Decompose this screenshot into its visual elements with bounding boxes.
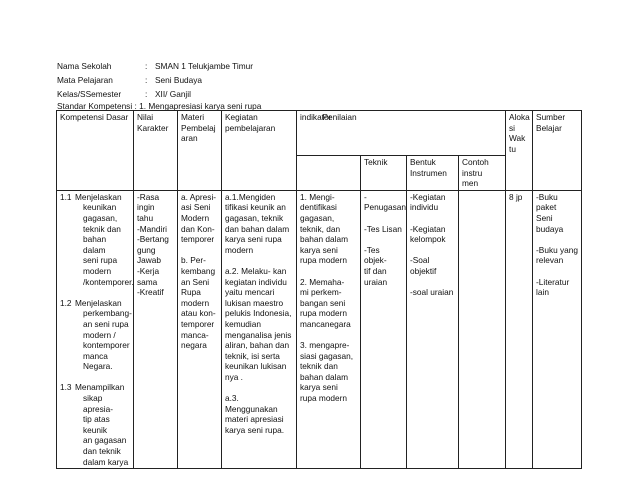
standar-kompetensi: Standar Kompetensi : 1. Mengapresiasi karya seni rupa <box>57 101 262 111</box>
spacer <box>410 245 455 256</box>
kd-line <box>60 319 130 330</box>
cell-line: ingin <box>137 202 155 213</box>
kd-line <box>60 340 130 351</box>
cell-line: rupa modern <box>300 393 348 404</box>
kd-text: sikap apresia- <box>83 393 113 414</box>
cell-line: objektif <box>410 265 437 276</box>
kd-number <box>60 234 75 255</box>
spacer <box>60 372 130 383</box>
cell-line: Instrumen <box>410 167 447 178</box>
kd-number <box>60 224 75 235</box>
cell-line: Pembelaj <box>181 122 216 133</box>
kd-line <box>60 351 130 372</box>
cell-line: men <box>462 178 479 189</box>
spacer <box>60 287 130 298</box>
info-separator: : <box>145 89 148 99</box>
cell-line: mancanegara <box>300 318 351 329</box>
cell-line: lukisan maestro <box>225 297 284 308</box>
spacer <box>536 266 578 277</box>
header-indikator: indikator <box>297 111 361 156</box>
kd-text: perkembang- <box>83 308 132 319</box>
kd-line <box>60 234 130 255</box>
cell-line: tahu <box>137 212 154 223</box>
cell-line: Karakter <box>137 122 169 133</box>
cell-line: uraian <box>364 276 388 287</box>
cell-line: temporer <box>181 234 215 245</box>
cell-line: Modern <box>181 212 210 223</box>
cell-materi <box>178 190 222 468</box>
cell-teknik <box>361 190 407 468</box>
cell-line: relevan <box>536 255 564 266</box>
kd-text: gagasan, <box>83 212 118 223</box>
info-value: Seni Budaya <box>155 75 203 85</box>
info-value: SMAN 1 Telukjambe Timur <box>155 61 254 71</box>
cell-line: -Bertang <box>137 234 169 245</box>
cell-line: -Kerja <box>137 265 160 276</box>
spacer <box>300 330 357 341</box>
cell-line: manca- <box>181 329 209 340</box>
cell-kompetensi-dasar <box>57 190 134 468</box>
cell-line: 2. Memaha- <box>300 276 345 287</box>
kd-line <box>60 213 130 224</box>
cell-line: 1. Mengi- <box>300 191 335 202</box>
cell-sumber <box>533 190 582 468</box>
cell-line: atau kon- <box>181 308 216 319</box>
info-row <box>57 59 253 73</box>
cell-line: yaitu mencari <box>225 287 275 298</box>
kd-text: tip atas keunik <box>83 414 110 435</box>
cell-bentuk <box>407 190 459 468</box>
cell-line: menganalisa jenis <box>225 329 292 340</box>
cell-line: -Kegiatan <box>410 223 446 234</box>
cell-line: aran <box>181 133 198 144</box>
kd-number <box>60 330 75 341</box>
cell-line: Rupa <box>181 287 201 298</box>
cell-line: nya . <box>225 371 243 382</box>
cell-line: materi apresiasi <box>225 414 284 425</box>
header-contoh <box>459 156 506 191</box>
cell-line: karya seni rupa <box>225 234 282 245</box>
cell-line: an Seni <box>181 276 210 287</box>
header-row-1 <box>57 111 582 156</box>
header-alokasi <box>506 111 533 191</box>
cell-contoh <box>459 190 506 468</box>
kd-text: Menjelaskan <box>75 191 122 202</box>
spacer <box>410 277 455 288</box>
header-materi <box>178 111 222 191</box>
cell-line: kembang <box>181 265 216 276</box>
kd-number: 1.3 <box>60 382 72 393</box>
cell-line: karya seni <box>300 382 338 393</box>
spacer <box>225 255 293 266</box>
cell-line: a.1.Mengiden <box>225 191 276 202</box>
info-label: Nama Sekolah <box>57 61 112 71</box>
kd-number <box>60 351 75 372</box>
kd-text: bahan dalam <box>83 234 107 255</box>
cell-line: Nilai <box>137 112 154 122</box>
content-row <box>57 190 582 468</box>
cell-line: tif dan <box>364 265 387 276</box>
cell-line: dentifikasi <box>300 202 337 213</box>
kd-line <box>60 330 130 341</box>
cell-indikator <box>297 190 361 468</box>
cell-line: bahan dalam <box>300 371 348 382</box>
cell-line: negara <box>181 340 207 351</box>
cell-line: pembelajaran <box>225 122 276 133</box>
cell-line: mi perkem- <box>300 287 342 298</box>
cell-line: a. Apresi- <box>181 191 217 202</box>
cell-line: asi Seni <box>181 202 211 213</box>
cell-kegiatan <box>222 190 297 468</box>
kd-text: Menampilkan <box>75 382 125 393</box>
document-info <box>57 59 253 101</box>
cell-line: -Buku <box>536 191 558 202</box>
cell-line: individu <box>410 202 439 213</box>
cell-line: Contoh <box>462 157 489 167</box>
kd-number <box>60 393 75 414</box>
kd-number <box>60 435 75 446</box>
info-row <box>57 73 253 87</box>
cell-line: -Penugasan <box>364 191 406 213</box>
cell-line: bangan seni <box>300 297 346 308</box>
kd-line <box>60 414 130 435</box>
cell-line: sama <box>137 276 158 287</box>
cell-line: Belajar <box>536 122 562 133</box>
cell-line: b. Per- <box>181 255 206 266</box>
cell-line: -Soal <box>410 255 430 266</box>
cell-line: temporer <box>181 318 215 329</box>
cell-line: modern <box>225 244 254 255</box>
cell-line: -Tes Lisan <box>364 223 402 234</box>
cell-line: karya seni rupa. <box>225 424 285 435</box>
kd-line <box>60 202 130 213</box>
kd-line <box>60 192 130 203</box>
cell-line: -Mandiri <box>137 223 167 234</box>
cell-line: Seni <box>536 212 553 223</box>
cell-line: -Kegiatan <box>410 191 446 202</box>
spacer <box>364 213 403 224</box>
kd-line <box>60 308 130 319</box>
cell-line: karya seni <box>300 244 338 255</box>
cell-alokasi: 8 jp <box>506 190 533 468</box>
cell-line: si <box>509 122 516 133</box>
cell-line: -Literatur <box>536 276 570 287</box>
cell-line: paket <box>536 202 557 213</box>
header-kompetensi-dasar: Kompetensi Dasar <box>57 111 134 191</box>
kd-number <box>60 255 75 266</box>
header-penilaian <box>322 111 506 156</box>
kd-line <box>60 255 130 266</box>
cell-line: siasi gagasan, <box>300 350 354 361</box>
cell-line: keunikan lukisan <box>225 361 287 372</box>
cell-line: -Rasa <box>137 191 160 202</box>
kd-text: teknik dan <box>83 223 121 234</box>
kd-line <box>60 276 134 288</box>
cell-line: lain <box>536 287 549 298</box>
cell-line: kegiatan individu <box>225 276 287 287</box>
kd-number <box>60 308 75 319</box>
spacer <box>410 213 455 224</box>
kd-number <box>60 457 75 468</box>
cell-line: rupa modern <box>300 308 348 319</box>
kd-line <box>60 298 130 309</box>
cell-nilai-karakter <box>134 190 178 468</box>
kd-text: modern / <box>83 329 116 340</box>
cell-line: kemudian <box>225 318 261 329</box>
info-row <box>57 87 253 101</box>
kd-line <box>60 435 130 446</box>
kd-number <box>60 414 75 435</box>
header-indikator-sub <box>297 156 361 191</box>
kd-number: 1.2 <box>60 297 72 308</box>
cell-line: teknik dan <box>300 361 338 372</box>
cell-line: modern <box>181 297 210 308</box>
kd-number <box>60 213 75 224</box>
spacer <box>225 382 293 393</box>
kd-text: an seni rupa <box>83 318 129 329</box>
cell-line: Sumber <box>536 112 566 122</box>
kd-text: manca Negara. <box>83 350 113 372</box>
info-label: Kelas/SSemester <box>57 89 122 99</box>
header-bentuk <box>407 156 459 191</box>
kd-text: kontemporer <box>83 340 130 351</box>
kd-line <box>60 457 130 468</box>
kd-line <box>60 266 130 277</box>
cell-line: 3. mengapre- <box>300 340 350 351</box>
kd-text: modern <box>83 265 112 276</box>
kd-number <box>60 202 75 213</box>
kd-text: /kontemporer. <box>83 276 134 287</box>
spacer <box>181 245 218 256</box>
info-label: Mata Pelajaran <box>57 75 113 85</box>
header-teknik: Teknik <box>361 156 407 191</box>
cell-line: -Kreatif <box>137 287 164 298</box>
spacer <box>364 234 403 245</box>
cell-line: Aloka <box>509 112 530 122</box>
cell-line: Wak <box>509 133 526 144</box>
cell-line: Materi <box>181 112 205 122</box>
info-separator: : <box>145 61 148 71</box>
cell-line: dan Kon- <box>181 223 215 234</box>
cell-line: a.3. Menggunakan <box>225 393 278 414</box>
cell-line: aliran, bahan dan <box>225 340 290 351</box>
cell-line: tifikasi keunik an <box>225 202 286 213</box>
cell-line: gagasan, teknik <box>225 212 284 223</box>
kd-number <box>60 319 75 330</box>
cell-line: rupa modern <box>300 255 348 266</box>
kd-line <box>60 382 130 393</box>
kd-text: an gagasan <box>83 435 127 446</box>
kd-line <box>60 224 130 235</box>
cell-line: Jawab <box>137 255 161 266</box>
cell-line: tu <box>509 143 516 154</box>
kd-number: 1.1 <box>60 191 72 202</box>
header-kegiatan <box>222 111 297 191</box>
cell-line: gung <box>137 244 156 255</box>
cell-line: -soal uraian <box>410 287 454 298</box>
cell-line: kelompok <box>410 234 446 245</box>
kd-line <box>60 446 130 457</box>
kd-number <box>60 277 75 288</box>
info-separator: : <box>145 75 148 85</box>
cell-line: pelukis Indonesia, <box>225 308 292 319</box>
kd-text: seni rupa <box>83 255 118 266</box>
cell-line: teknik, dan <box>300 223 341 234</box>
cell-line: dan bahan dalam <box>225 223 290 234</box>
cell-line: -Buku yang <box>536 244 579 255</box>
cell-line: budaya <box>536 223 564 234</box>
kd-number <box>60 446 75 457</box>
kd-number <box>60 266 75 277</box>
kd-line <box>60 393 130 414</box>
kd-text: keunikan <box>83 202 117 213</box>
kd-number <box>60 340 75 351</box>
kd-text: dan teknik <box>83 446 121 457</box>
syllabus-table <box>56 110 582 469</box>
spacer <box>300 266 357 277</box>
info-value: XII/ Ganjil <box>155 89 191 99</box>
header-nilai-karakter <box>134 111 178 191</box>
cell-line: Kegiatan <box>225 112 258 122</box>
cell-line: bahan dalam <box>300 234 348 245</box>
cell-line: gagasan, <box>300 212 335 223</box>
cell-line: Bentuk <box>410 157 436 167</box>
cell-line: teknik, isi serta <box>225 350 280 361</box>
cell-line: instru <box>462 167 483 178</box>
spacer <box>536 234 578 245</box>
cell-line: a.2. Melaku- kan <box>225 265 287 276</box>
kd-text: dalam karya <box>83 456 129 467</box>
cell-line: -Tes objek- <box>364 244 387 266</box>
header-penilaian-label: Penilaian <box>322 112 357 122</box>
header-sumber <box>533 111 582 191</box>
kd-text: Menjelaskan <box>75 297 122 308</box>
